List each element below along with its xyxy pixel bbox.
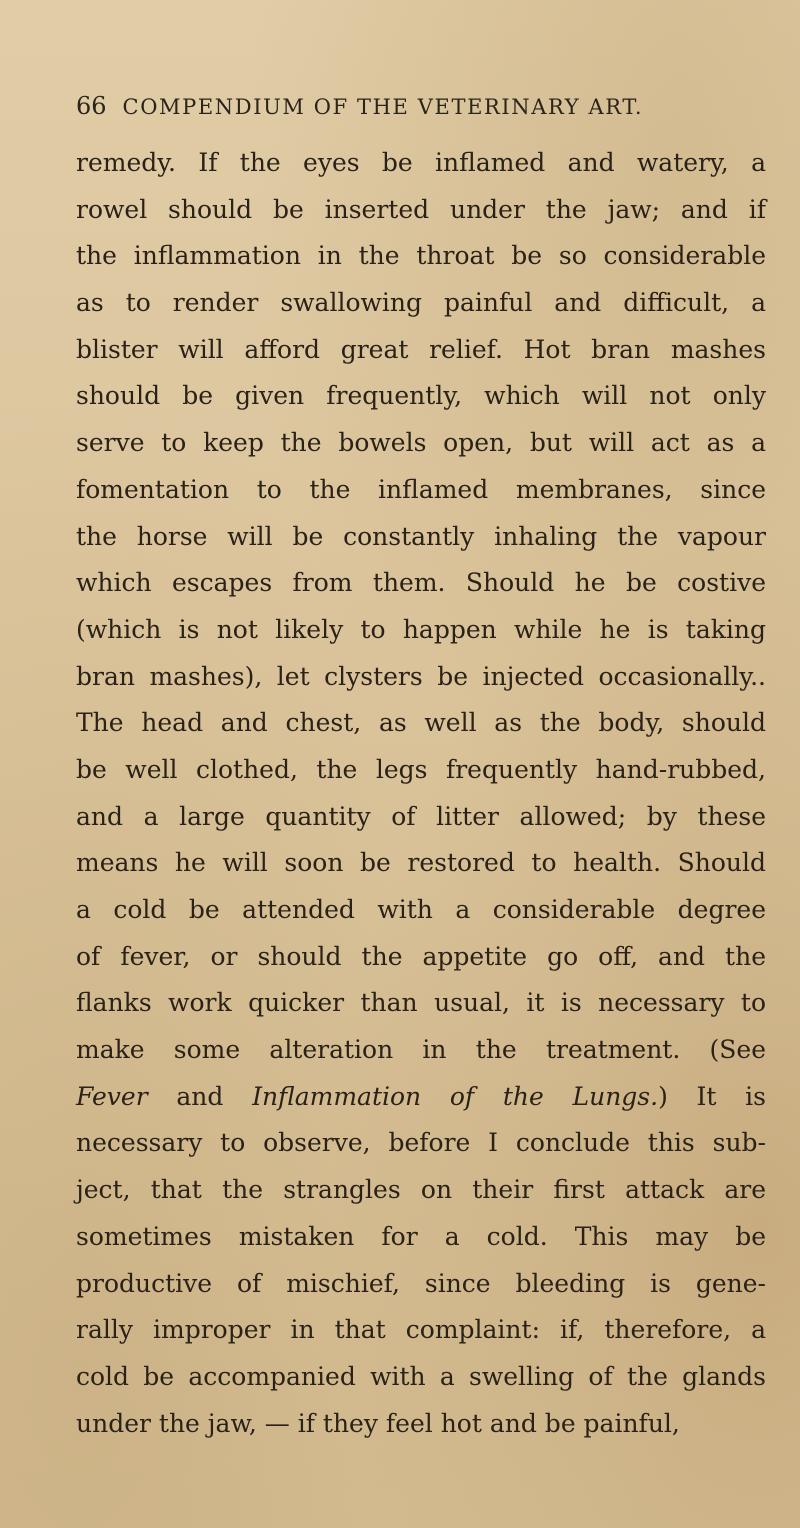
running-head: COMPENDIUM OF THE VETERINARY ART. (122, 95, 644, 119)
text-segment: the inflammation in the throat be so considerable (76, 241, 766, 271)
text-line (76, 1261, 766, 1308)
text-line (76, 1214, 766, 1261)
text-line (76, 840, 766, 887)
text-line (76, 327, 766, 374)
text-segment: serve to keep the bowels open, but will act as a (76, 428, 766, 458)
text-line (76, 934, 766, 981)
text-segment: productive of mischief, since bleeding is gene- (76, 1268, 766, 1298)
text-line (76, 140, 766, 187)
text-line (76, 1401, 680, 1448)
text-line (76, 1074, 766, 1121)
text-segment: rowel should be inserted under the jaw; and if (76, 194, 766, 224)
text-segment: rally improper in that complaint: if, therefore, a (76, 1315, 766, 1345)
text-line (76, 887, 766, 934)
text-line (76, 420, 766, 467)
text-line (76, 373, 766, 420)
italic-reference: Inflammation of the Lungs. (252, 1081, 659, 1111)
text-segment: necessary to observe, before I conclude this sub- (76, 1128, 766, 1158)
text-segment: should be given frequently, which will not only (76, 381, 766, 411)
text-segment: and a large quantity of litter allowed; by these (76, 801, 766, 831)
text-segment: blister will afford great relief. Hot bran mashes (76, 334, 766, 364)
text-line (76, 280, 766, 327)
text-segment: under the jaw, — if they feel hot and be painful, (76, 1408, 680, 1438)
text-segment: a cold be attended with a considerable degree (76, 895, 766, 924)
text-segment: sometimes mistaken for a cold. This may be (76, 1221, 766, 1251)
text-segment: flanks work quicker than usual, it is necessary to (76, 988, 766, 1018)
text-segment: fomentation to the inflamed membranes, since (76, 474, 766, 504)
text-line (76, 980, 766, 1027)
text-line (76, 1354, 766, 1401)
text-line (76, 1167, 766, 1214)
text-line (76, 700, 766, 747)
text-line (76, 794, 766, 841)
text-segment: be well clothed, the legs frequently hand-rubbed, (76, 754, 766, 784)
text-segment: bran mashes), let clysters be injected occasionally.. (76, 661, 766, 691)
text-segment: ) It is (658, 1081, 766, 1111)
text-line (76, 607, 766, 654)
page-header (76, 92, 766, 132)
text-line (76, 514, 766, 561)
text-line (76, 654, 766, 701)
page-number: 66 (76, 92, 107, 120)
text-segment: which escapes from them. Should he be costive (76, 568, 766, 598)
text-line (76, 233, 766, 280)
text-line (76, 187, 766, 234)
text-segment: cold be accompanied with a swelling of the glands (76, 1361, 766, 1391)
text-line (76, 747, 766, 794)
text-segment: of fever, or should the appetite go off, and the (76, 941, 766, 971)
text-line (76, 467, 766, 514)
text-line (76, 1307, 766, 1354)
text-line (76, 560, 766, 607)
body-text (76, 140, 766, 1447)
text-segment: as to render swallowing painful and difficult, a (76, 288, 766, 318)
text-segment: (which is not likely to happen while he is taking (76, 614, 766, 644)
text-segment: remedy. If the eyes be inflamed and watery, a (76, 148, 766, 177)
italic-reference: Fever (76, 1081, 148, 1111)
text-line (76, 1120, 766, 1167)
text-segment: means he will soon be restored to health. Should (76, 848, 766, 878)
text-segment: make some alteration in the treatment. (See (76, 1035, 766, 1065)
text-line (76, 1027, 766, 1074)
text-segment: ject, that the strangles on their first attack are (76, 1175, 766, 1205)
text-segment: the horse will be constantly inhaling the vapour (76, 521, 766, 551)
text-segment: The head and chest, as well as the body, should (76, 708, 766, 738)
text-segment: and (147, 1081, 253, 1111)
